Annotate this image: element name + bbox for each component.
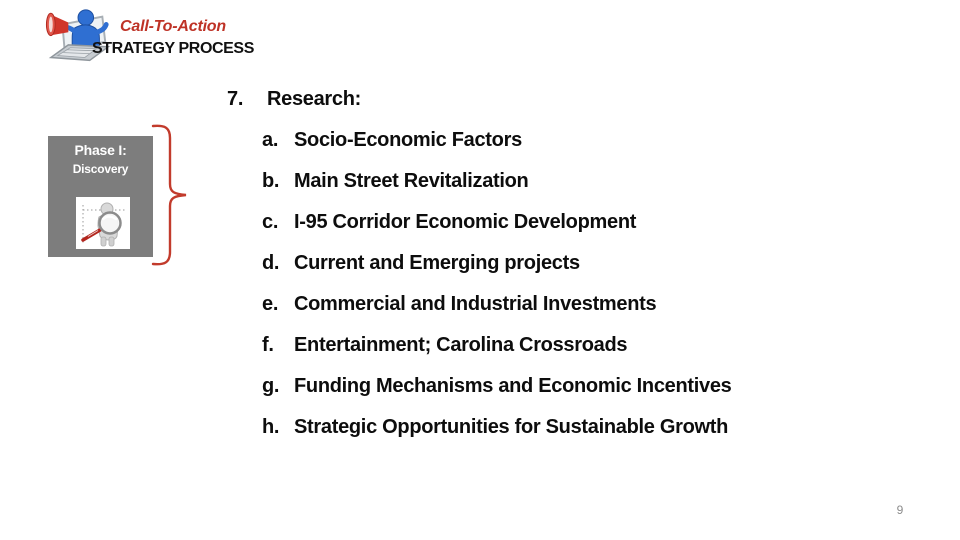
list-item [262,333,732,374]
item-text: Main Street Revitalization [294,170,529,192]
list-item [262,415,732,456]
item-letter: f. [262,334,274,356]
list-title: Research: [267,88,362,110]
header-subtitle: STRATEGY PROCESS [92,40,254,57]
item-text: Entertainment; Carolina Crossroads [294,334,628,356]
item-letter: g. [262,375,280,397]
list-item [262,169,732,210]
magnifying-glass-figure-icon [76,197,130,249]
item-letter: b. [262,170,280,192]
item-text: Current and Emerging projects [294,252,580,274]
phase-box [48,136,153,257]
item-letter: a. [262,129,279,151]
item-text: I-95 Corridor Economic Development [294,211,637,233]
research-list [227,87,732,456]
item-letter: d. [262,252,280,274]
item-text: Socio-Economic Factors [294,129,522,151]
phase-title: Phase I: [74,142,127,158]
phase-brace-icon [149,123,191,267]
item-text: Commercial and Industrial Investments [294,293,657,315]
list-item [262,128,732,169]
phase-subtitle: Discovery [72,162,129,176]
item-letter: e. [262,293,279,315]
item-text: Strategic Opportunities for Sustainable Growth [294,416,729,438]
list-item [262,251,732,292]
item-letter: c. [262,211,279,233]
brand-title: Call-To-Action [120,18,226,35]
item-letter: h. [262,416,280,438]
list-item [262,374,732,415]
list-number: 7. [227,88,244,110]
list-heading [227,87,732,128]
list-item [262,292,732,333]
list-item [262,210,732,251]
item-text: Funding Mechanisms and Economic Incentives [294,375,732,397]
header-titles [90,16,256,60]
page-number: 9 [896,503,904,517]
